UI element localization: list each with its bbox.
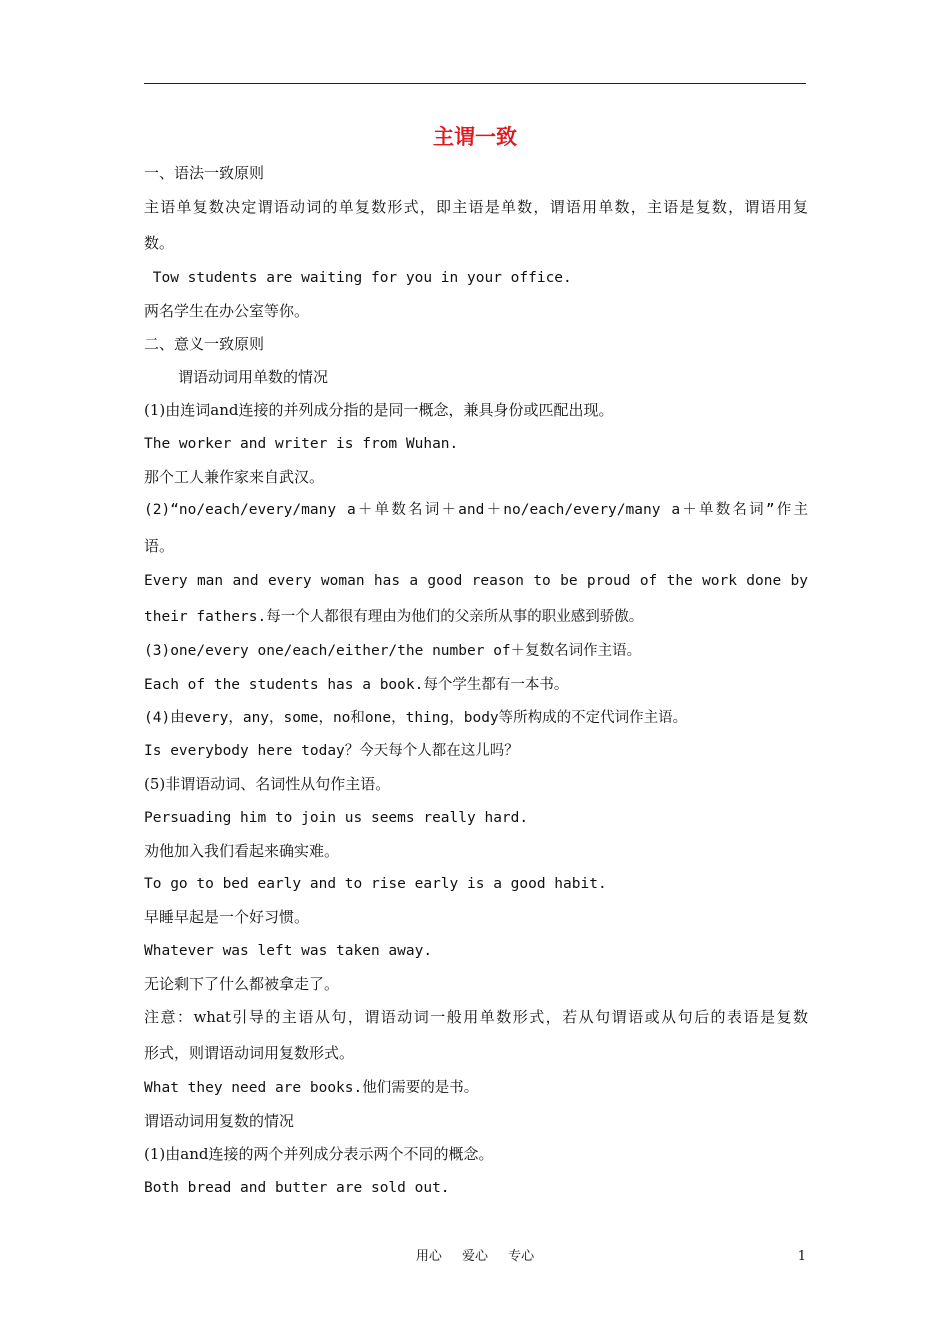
example-sentence: Is everybody here today？今天每个人都在这儿吗？: [144, 743, 519, 759]
example-sentence: Every man and every woman has a good reason to be proud of the work done by: [144, 573, 808, 589]
paragraph-line: 主语单复数决定谓语动词的单复数形式，即主语是单数，谓语用单数，主语是复数，谓语用复: [144, 198, 808, 216]
translation-line: 劝他加入我们看起来确实难。: [144, 842, 340, 860]
example-sentence: What they need are books.他们需要的是书。: [144, 1080, 479, 1096]
header-rule: [144, 83, 806, 84]
translation-line: 早睡早起是一个好习惯。: [144, 908, 310, 926]
translation-line: 两名学生在办公室等你。: [144, 302, 310, 320]
example-sentence: Persuading him to join us seems really hard.: [144, 810, 529, 826]
document-title: 主谓一致: [433, 125, 517, 149]
rule-line: (4)由every，any，some，no和one，thing，body等所构成的不定代词作主语。: [144, 710, 688, 726]
rule-line: 语。: [144, 537, 175, 555]
rule-line: (1)由连词and连接的并列成分指的是同一概念，兼具身份或匹配出现。: [144, 401, 614, 419]
section-heading: 一、语法一致原则: [144, 164, 265, 182]
translation-line: 无论剩下了什么都被拿走了。: [144, 975, 340, 993]
example-sentence: Both bread and butter are sold out.: [144, 1180, 450, 1196]
example-sentence: To go to bed early and to rise early is a good habit.: [144, 876, 607, 892]
subheading: 谓语动词用复数的情况: [144, 1112, 295, 1130]
example-sentence: Whatever was left was taken away.: [144, 943, 433, 959]
note-line: 注意：what引导的主语从句，谓语动词一般用单数形式，若从句谓语或从句后的表语是复数: [144, 1008, 808, 1026]
note-line: 形式，则谓语动词用复数形式。: [144, 1044, 355, 1062]
page-number: 1: [797, 1249, 806, 1264]
footer-slogan: 用心: [415, 1249, 442, 1264]
footer-slogan: 爱心: [461, 1249, 488, 1264]
translation-line: 那个工人兼作家来自武汉。: [144, 468, 325, 486]
paragraph-line: 数。: [144, 234, 175, 252]
subheading: 谓语动词用单数的情况: [178, 368, 329, 386]
example-sentence: Tow students are waiting for you in your office.: [144, 270, 572, 286]
rule-line: (3)one/every one/each/either/the number of＋复数名词作主语。: [144, 643, 642, 659]
section-heading: 二、意义一致原则: [144, 335, 265, 353]
rule-line: (5)非谓语动词、名词性从句作主语。: [144, 775, 391, 793]
rule-line: (2)“no/each/every/many a＋单数名词＋and＋no/each/every/many a＋单数名词”作主: [144, 502, 808, 518]
rule-line: (1)由and连接的两个并列成分表示两个不同的概念。: [144, 1145, 494, 1163]
example-sentence: Each of the students has a book.每个学生都有一本书。: [144, 677, 569, 693]
page-footer: [0, 1247, 950, 1267]
footer-slogan: 专心: [508, 1249, 535, 1264]
example-sentence: their fathers.每一个人都很有理由为他们的父亲所从事的职业感到骄傲。: [144, 609, 644, 625]
example-sentence: The worker and writer is from Wuhan.: [144, 436, 459, 452]
